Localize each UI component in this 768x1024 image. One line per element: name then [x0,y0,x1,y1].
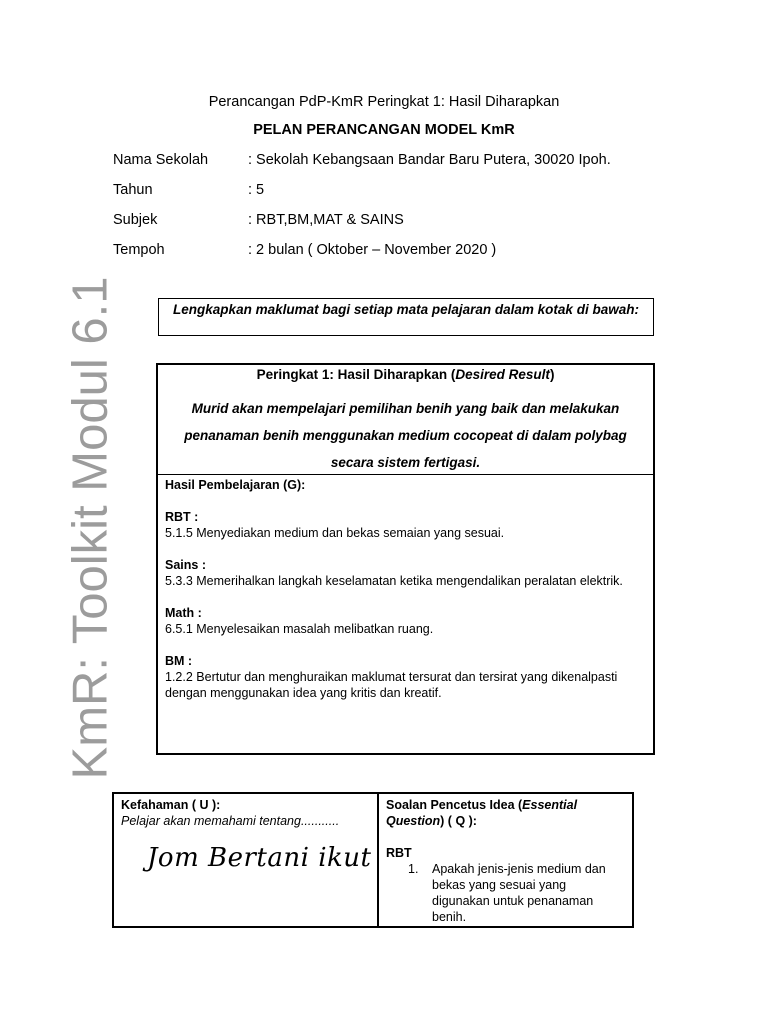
question-heading-prefix: Soalan Pencetus Idea ( [386,798,523,812]
question-heading-suffix: ) ( Q ): [440,814,477,828]
watermark [54,276,126,780]
document-title: PELAN PERANCANGAN MODEL KmR [253,122,515,138]
info-label-subject: Subjek [113,212,158,228]
stage-title [158,367,653,382]
info-value-year: : 5 [248,182,265,198]
understanding-question-table [112,792,634,928]
outcome-text-bm: 1.2.2 Bertutur dan menghuraikan maklumat tersurat dan tersirat yang dikenalpasti dengan menggunakan idea yang kritis dan kreatif. [165,670,618,700]
outcome-text-rbt: 5.1.5 Menyediakan medium dan bekas semaian yang sesuai. [165,526,505,540]
info-value-subject: : RBT,BM,MAT & SAINS [248,212,404,228]
info-label-year: Tahun [113,182,153,198]
question-number: 1. [408,862,419,876]
info-label-school: Nama Sekolah [113,152,209,168]
stage-title-prefix: Peringkat 1: Hasil Diharapkan ( [256,367,456,382]
understanding-heading: Kefahaman ( U ): [121,798,221,812]
instruction-box [158,298,654,336]
stage-goal: Murid akan mempelajari pemilihan benih yang baik dan melakukan penanaman benih menggunakan medium cocopeat di dalam polybag secara sistem fertigasi. [184,401,627,470]
instruction-text: Lengkapkan maklumat bagi setiap mata pelajaran dalam kotak di bawah: [173,302,639,317]
outcome-subject-rbt: RBT : [165,510,199,524]
info-value-school: : Sekolah Kebangsaan Bandar Baru Putera, 30020 Ipoh. [248,152,611,168]
understanding-cell [114,794,379,926]
desired-result-header [158,365,653,475]
watermark-text: KmR: Toolkit Modul 6.1 [63,276,118,780]
stage-title-italic: Desired Result [455,367,550,382]
learning-outcomes [165,477,645,701]
essential-question-cell [379,794,632,926]
info-label-duration: Tempoh [113,242,165,258]
outcomes-heading: Hasil Pembelajaran (G): [165,478,306,492]
question-heading-italic: Essential Question [386,798,578,828]
understanding-prompt: Pelajar akan memahami tentang........... [121,814,340,828]
outcome-subject-sains: Sains : [165,558,206,572]
outcome-subject-math: Math : [165,606,202,620]
question-item [408,861,625,925]
outcome-text-math: 6.5.1 Menyelesaikan masalah melibatkan ruang. [165,622,434,636]
outcome-text-sains: 5.3.3 Memerihalkan langkah keselamatan ketika mengendalikan peralatan elektrik. [165,574,623,588]
question-text: Apakah jenis-jenis medium dan bekas yang sesuai yang digunakan untuk penanaman benih. [432,862,606,924]
question-heading [386,797,625,829]
stage-title-suffix: ) [549,367,555,382]
outcome-subject-bm: BM : [165,654,193,668]
handwritten-answer: Jom Bertani ikut [147,843,372,873]
desired-result-box [156,363,655,755]
document-subtitle: Perancangan PdP-KmR Peringkat 1: Hasil Diharapkan [208,94,560,110]
info-value-duration: : 2 bulan ( Oktober – November 2020 ) [248,242,497,258]
question-subject: RBT [386,846,412,860]
